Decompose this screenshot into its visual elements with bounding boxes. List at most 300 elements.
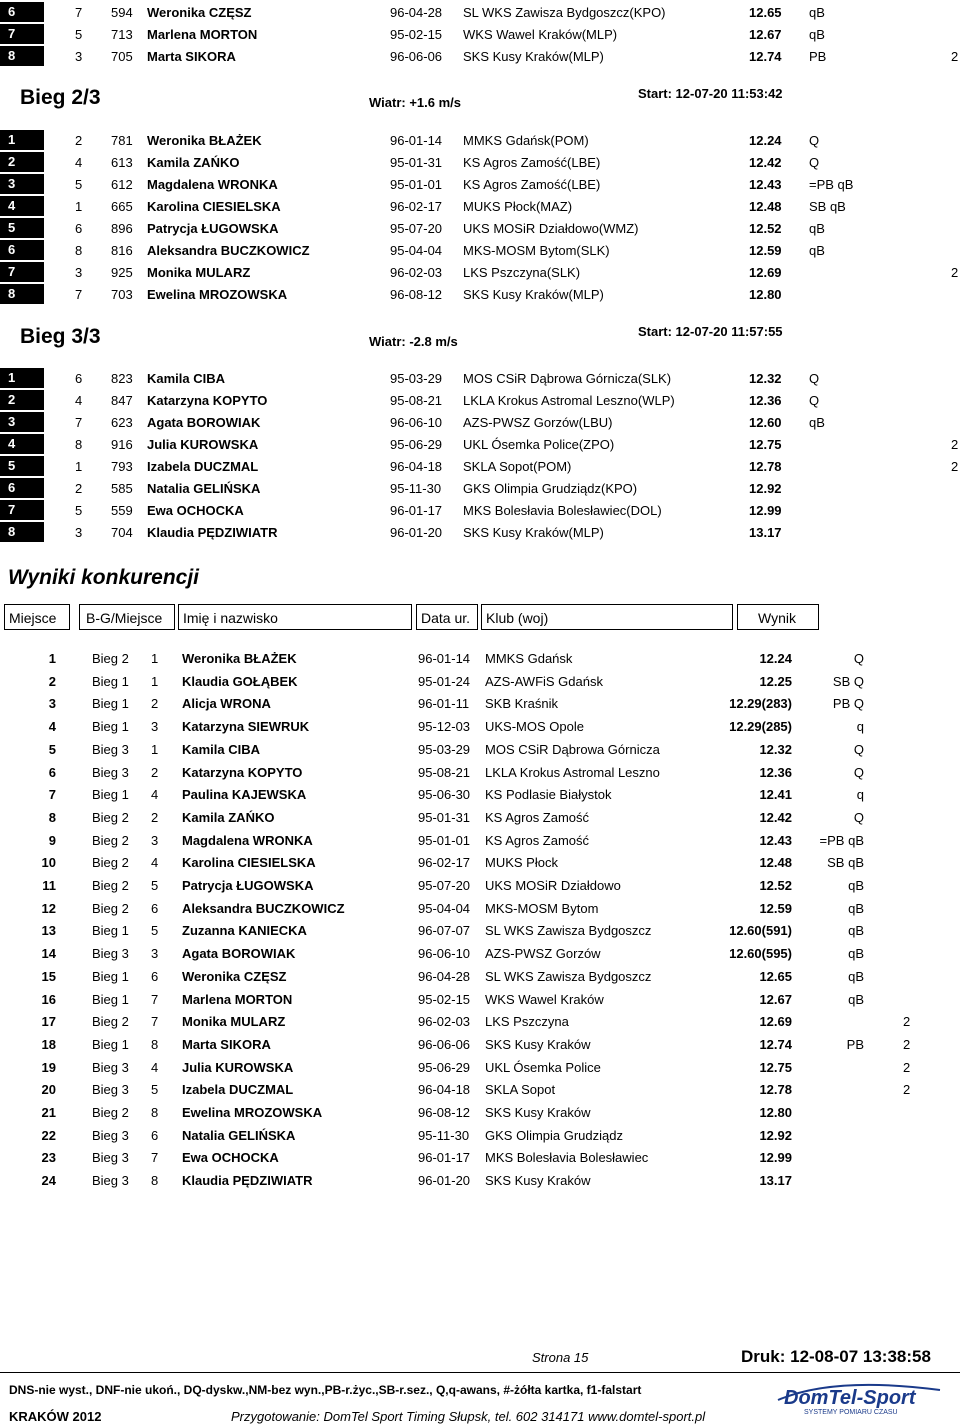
birth-date: 96-04-18 — [390, 459, 443, 474]
lane-cell: 2 — [75, 133, 83, 148]
final-place: 9 — [48, 832, 56, 848]
club-name: LKLA Krokus Astromal Leszno(WLP) — [463, 393, 675, 408]
header-result: Wynik — [737, 604, 819, 630]
final-place: 23 — [41, 1150, 56, 1166]
birth-date: 95-08-21 — [390, 393, 443, 408]
result-time: 12.65 — [749, 5, 782, 20]
heat-label: Bieg 1 — [92, 991, 129, 1007]
club-name: UKS MOSiR Działdowo — [485, 878, 621, 893]
athlete-name: Klaudia PĘDZIWIATR — [147, 525, 278, 540]
club-name: KS Agros Zamość — [485, 832, 590, 848]
athlete-name: Marlena MORTON — [147, 27, 258, 42]
heat-place: 7 — [151, 1014, 159, 1030]
heat-label: Bieg 2 — [92, 1105, 129, 1120]
place-cell: 3 — [0, 412, 44, 432]
header-dob: Data ur. — [416, 604, 478, 630]
club-name: SKS Kusy Kraków(MLP) — [463, 525, 604, 540]
result-note: qB — [809, 5, 825, 20]
result-time: 12.48 — [759, 855, 792, 871]
result-time: 12.75 — [759, 1059, 792, 1075]
domtel-logo — [774, 1380, 944, 1416]
club-name: SKS Kusy Kraków — [485, 1036, 591, 1052]
result-row — [0, 717, 960, 739]
result-time: 12.74 — [749, 49, 782, 64]
heat-row — [0, 455, 960, 477]
heat-row — [0, 151, 960, 173]
club-name: SL WKS Zawisza Bydgoszcz(KPO) — [463, 5, 666, 20]
heat-label: Bieg 3 — [92, 1150, 129, 1166]
lane-cell: 5 — [75, 503, 83, 518]
heat-place: 2 — [151, 809, 159, 825]
final-place: 21 — [41, 1105, 56, 1120]
heat-label: Bieg 1 — [92, 696, 129, 712]
heat3-title: Bieg 3/3 — [20, 325, 101, 348]
final-place: 14 — [41, 946, 56, 962]
result-note: qB — [809, 415, 825, 430]
birth-date: 96-06-06 — [418, 1036, 471, 1052]
header-name: Imię i nazwisko — [178, 604, 412, 630]
result-note: qB — [848, 991, 864, 1007]
result-note: SB Q — [832, 673, 864, 689]
athlete-name: Karolina CIESIELSKA — [147, 199, 281, 214]
birth-date: 96-06-10 — [418, 946, 471, 962]
lane-cell: 1 — [75, 199, 83, 214]
athlete-name: Monika MULARZ — [182, 1014, 286, 1030]
place-cell: 6 — [0, 478, 44, 498]
result-note: PB Q — [832, 696, 864, 712]
heat-row — [0, 45, 960, 67]
birth-date: 95-07-20 — [418, 878, 471, 893]
result-row — [0, 1012, 960, 1034]
heat-place: 2 — [151, 764, 159, 780]
result-time: 12.59 — [749, 243, 782, 258]
result-time: 12.92 — [759, 1127, 792, 1143]
page-number: Strona 15 — [532, 1350, 589, 1365]
final-place: 7 — [48, 787, 56, 803]
heat3-start: Start: 12-07-20 11:57:55 — [638, 324, 783, 339]
lane-cell: 5 — [75, 177, 83, 192]
result-note: Q — [809, 393, 820, 408]
bib-cell: 594 — [111, 5, 133, 20]
final-place: 13 — [41, 923, 56, 939]
club-name: GKS Olimpia Grudziądz — [485, 1127, 623, 1143]
result-time: 13.17 — [749, 525, 782, 540]
result-time: 12.69 — [749, 265, 782, 280]
result-note: q — [856, 787, 864, 803]
result-time: 12.36 — [749, 393, 782, 408]
heat-label: Bieg 3 — [92, 764, 129, 780]
lane-cell: 2 — [75, 481, 83, 496]
athlete-name: Weronika CZĘSZ — [147, 5, 252, 20]
athlete-name: Patrycja ŁUGOWSKA — [147, 221, 279, 236]
heat-row — [0, 173, 960, 195]
birth-date: 96-08-12 — [390, 287, 443, 302]
heat-row — [0, 499, 960, 521]
athlete-name: Weronika BŁAŻEK — [147, 133, 262, 148]
birth-date: 96-06-06 — [390, 49, 443, 64]
athlete-name: Ewa OCHOCKA — [147, 503, 244, 518]
club-name: MKS-MOSM Bytom — [485, 900, 599, 916]
place-cell: 8 — [0, 522, 44, 542]
club-name: KS Podlasie Białystok — [485, 787, 612, 803]
lane-cell: 3 — [75, 49, 83, 64]
result-row — [0, 694, 960, 716]
result-note: SB qB — [809, 199, 846, 214]
heat3-wind: Wiatr: -2.8 m/s — [369, 334, 458, 349]
club-name: LKS Pszczyna — [485, 1014, 569, 1030]
final-place: 2 — [48, 673, 56, 689]
bib-cell: 925 — [111, 265, 133, 280]
bib-cell: 559 — [111, 503, 133, 518]
club-name: UKS MOSiR Działdowo(WMZ) — [463, 221, 639, 236]
athlete-name: Zuzanna KANIECKA — [182, 923, 307, 939]
heat-place: 6 — [151, 900, 159, 916]
result-row — [0, 672, 960, 694]
result-time: 12.60(591) — [729, 923, 792, 939]
athlete-name: Katarzyna SIEWRUK — [182, 719, 310, 735]
athlete-name: Klaudia PĘDZIWIATR — [182, 1173, 313, 1189]
birth-date: 96-04-28 — [418, 968, 471, 984]
heat-place: 4 — [151, 787, 159, 803]
birth-date: 96-01-11 — [418, 696, 470, 712]
heat-row — [0, 261, 960, 283]
birth-date: 96-01-14 — [418, 651, 471, 666]
logo-text: DomTel-Sport — [784, 1387, 916, 1409]
event-name: KRAKÓW 2012 — [9, 1409, 102, 1424]
athlete-name: Paulina KAJEWSKA — [182, 787, 307, 803]
birth-date: 96-02-17 — [390, 199, 443, 214]
final-place: 1 — [48, 651, 56, 666]
result-time: 12.43 — [759, 832, 792, 848]
result-row — [0, 921, 960, 943]
birth-date: 95-07-20 — [390, 221, 443, 236]
heat-place: 3 — [151, 832, 159, 848]
club-name: GKS Olimpia Grudziądz(KPO) — [463, 481, 638, 496]
result-time: 12.24 — [749, 133, 782, 148]
club-name: UKL Ósemka Police(ZPO) — [463, 437, 615, 452]
heat-label: Bieg 1 — [92, 1036, 129, 1052]
result-row — [0, 1080, 960, 1102]
extra-mark: 2 — [903, 1014, 911, 1030]
footer-divider — [0, 1372, 960, 1373]
result-time: 12.32 — [759, 741, 792, 757]
birth-date: 95-01-01 — [418, 832, 471, 848]
lane-cell: 7 — [75, 5, 83, 20]
place-cell: 6 — [0, 2, 44, 22]
heat-row — [0, 217, 960, 239]
result-time: 12.41 — [759, 787, 792, 803]
result-row — [0, 740, 960, 762]
heat-label: Bieg 2 — [92, 832, 129, 848]
heat-row — [0, 129, 960, 151]
club-name: SKS Kusy Kraków(MLP) — [463, 49, 604, 64]
athlete-name: Izabela DUCZMAL — [147, 459, 259, 474]
result-note: Q — [853, 651, 864, 666]
heat-row — [0, 23, 960, 45]
place-cell: 7 — [0, 500, 44, 520]
birth-date: 95-12-03 — [418, 719, 471, 735]
heat2-wind: Wiatr: +1.6 m/s — [369, 95, 462, 110]
extra-mark: 2 — [903, 1082, 911, 1098]
heat-place: 4 — [151, 1059, 159, 1075]
athlete-name: Weronika BŁAŻEK — [182, 651, 297, 666]
birth-date: 96-04-28 — [390, 5, 443, 20]
lane-cell: 6 — [75, 221, 83, 236]
place-cell: 4 — [0, 434, 44, 454]
bib-cell: 585 — [111, 481, 133, 496]
athlete-name: Karolina CIESIELSKA — [182, 855, 316, 871]
lane-cell: 7 — [75, 415, 83, 430]
birth-date: 95-03-29 — [418, 741, 471, 757]
athlete-name: Agata BOROWIAK — [147, 415, 261, 430]
result-row — [0, 763, 960, 785]
result-note: q — [856, 719, 864, 735]
heat-place: 1 — [151, 673, 159, 689]
place-cell: 1 — [0, 130, 44, 150]
athlete-name: Kamila CIBA — [147, 371, 226, 386]
result-row — [0, 967, 960, 989]
result-note: Q — [853, 741, 864, 757]
place-cell: 3 — [0, 174, 44, 194]
heat-label: Bieg 2 — [92, 900, 129, 916]
result-time: 12.36 — [759, 764, 792, 780]
heat-row — [0, 477, 960, 499]
birth-date: 95-02-15 — [390, 27, 443, 42]
place-cell: 7 — [0, 24, 44, 44]
club-name: KS Agros Zamość — [485, 809, 590, 825]
result-time: 12.25 — [759, 673, 792, 689]
heat-label: Bieg 2 — [92, 855, 129, 871]
heat-place: 5 — [151, 923, 159, 939]
final-place: 24 — [41, 1173, 56, 1189]
place-cell: 6 — [0, 240, 44, 260]
place-cell: 2 — [0, 152, 44, 172]
club-name: SKS Kusy Kraków(MLP) — [463, 287, 604, 302]
final-place: 5 — [48, 741, 56, 757]
heat-row — [0, 239, 960, 261]
club-name: MKS Bolesłavia Bolesławiec — [485, 1150, 649, 1166]
club-name: AZS-AWFiS Gdańsk — [485, 673, 603, 689]
birth-date: 95-01-31 — [390, 155, 443, 170]
birth-date: 96-02-03 — [390, 265, 443, 280]
place-cell: 5 — [0, 218, 44, 238]
athlete-name: Weronika CZĘSZ — [182, 968, 287, 984]
place-cell: 7 — [0, 262, 44, 282]
heat2-start: Start: 12-07-20 11:53:42 — [638, 86, 783, 101]
final-place: 19 — [41, 1059, 56, 1075]
athlete-name: Marta SIKORA — [147, 49, 236, 64]
result-time: 12.59 — [759, 900, 792, 916]
athlete-name: Aleksandra BUCZKOWICZ — [182, 900, 345, 916]
result-time: 12.78 — [759, 1082, 792, 1098]
heat-label: Bieg 2 — [92, 651, 129, 666]
athlete-name: Katarzyna KOPYTO — [147, 393, 268, 408]
place-cell: 5 — [0, 456, 44, 476]
athlete-name: Natalia GELIŃSKA — [182, 1127, 296, 1143]
place-cell: 1 — [0, 368, 44, 388]
club-name: MUKS Płock — [485, 855, 558, 871]
heat-place: 6 — [151, 1127, 159, 1143]
athlete-name: Ewa OCHOCKA — [182, 1150, 279, 1166]
birth-date: 96-01-17 — [390, 503, 443, 518]
result-note: qB — [848, 900, 864, 916]
result-time: 12.29(283) — [729, 696, 792, 712]
result-time: 12.52 — [749, 221, 782, 236]
result-row — [0, 1171, 960, 1193]
result-time: 12.65 — [759, 968, 792, 984]
result-note: =PB qB — [809, 177, 854, 192]
extra-mark: 2 — [951, 459, 959, 474]
bib-cell: 793 — [111, 459, 133, 474]
bib-cell: 781 — [111, 133, 133, 148]
heat-label: Bieg 3 — [92, 1127, 129, 1143]
header-club: Klub (woj) — [481, 604, 733, 630]
result-note: qB — [809, 243, 825, 258]
birth-date: 96-02-17 — [418, 855, 471, 871]
club-name: UKL Ósemka Police — [485, 1059, 601, 1075]
heat-row — [0, 411, 960, 433]
bib-cell: 896 — [111, 221, 133, 236]
lane-cell: 4 — [75, 155, 83, 170]
birth-date: 96-02-03 — [418, 1014, 471, 1030]
heat-label: Bieg 1 — [92, 719, 129, 735]
final-place: 15 — [41, 968, 56, 984]
extra-mark: 2 — [951, 265, 959, 280]
athlete-name: Ewelina MROZOWSKA — [182, 1105, 323, 1120]
athlete-name: Kamila ZAŃKO — [147, 155, 240, 170]
heat-row — [0, 195, 960, 217]
result-time: 12.42 — [759, 809, 792, 825]
club-name: MOS CSiR Dąbrowa Górnicza(SLK) — [463, 371, 672, 386]
heat-place: 5 — [151, 878, 159, 893]
result-time: 12.52 — [759, 878, 792, 893]
final-place: 10 — [41, 855, 56, 871]
place-cell: 8 — [0, 46, 44, 66]
birth-date: 95-04-04 — [418, 900, 471, 916]
result-note: Q — [809, 371, 820, 386]
header-heat: B-G/Miejsce — [79, 604, 175, 630]
birth-date: 95-11-30 — [418, 1127, 470, 1143]
result-row — [0, 1058, 960, 1080]
heat-label: Bieg 1 — [92, 673, 129, 689]
extra-mark: 2 — [951, 49, 959, 64]
result-row — [0, 1035, 960, 1057]
header-place: Miejsce — [4, 604, 70, 630]
final-place: 12 — [41, 900, 56, 916]
club-name: AZS-PWSZ Gorzów — [485, 946, 601, 962]
club-name: WKS Wawel Kraków — [485, 991, 604, 1007]
birth-date: 96-06-10 — [390, 415, 443, 430]
club-name: SL WKS Zawisza Bydgoszcz — [485, 968, 652, 984]
heat-place: 8 — [151, 1173, 159, 1189]
legend: DNS-nie wyst., DNF-nie ukoń., DQ-dyskw.,NM-bez wyn.,PB-r.życ.,SB-r.sez., Q,q-awans, #-żółta kartka, f1-falstart — [9, 1383, 642, 1397]
heat-row — [0, 433, 960, 455]
bib-cell: 705 — [111, 49, 133, 64]
birth-date: 95-01-31 — [418, 809, 471, 825]
birth-date: 95-01-01 — [390, 177, 443, 192]
final-place: 6 — [48, 764, 56, 780]
result-note: qB — [848, 968, 864, 984]
result-time: 12.60 — [749, 415, 782, 430]
athlete-name: Kamila CIBA — [182, 741, 261, 757]
birth-date: 95-03-29 — [390, 371, 443, 386]
athlete-name: Julia KUROWSKA — [182, 1059, 294, 1075]
result-time: 12.78 — [749, 459, 782, 474]
result-row — [0, 1126, 960, 1148]
extra-mark: 2 — [903, 1059, 911, 1075]
birth-date: 96-01-14 — [390, 133, 443, 148]
result-note: PB — [809, 49, 827, 64]
result-row — [0, 831, 960, 853]
heat-label: Bieg 3 — [92, 741, 129, 757]
result-note: =PB qB — [819, 832, 864, 848]
prepared-by: Przygotowanie: DomTel Sport Timing Słupsk, tel. 602 314171 www.domtel-sport.pl — [231, 1409, 706, 1424]
place-cell: 8 — [0, 284, 44, 304]
final-place: 3 — [48, 696, 56, 712]
heat-row — [0, 283, 960, 305]
bib-cell: 665 — [111, 199, 133, 214]
result-note: Q — [853, 764, 864, 780]
heat-label: Bieg 1 — [92, 968, 129, 984]
bib-cell: 613 — [111, 155, 133, 170]
heat-label: Bieg 3 — [92, 1173, 129, 1189]
result-time: 12.75 — [749, 437, 782, 452]
result-row — [0, 649, 960, 671]
heat-label: Bieg 3 — [92, 1082, 129, 1098]
result-note: Q — [809, 133, 820, 148]
athlete-name: Ewelina MROZOWSKA — [147, 287, 288, 302]
result-time: 12.67 — [759, 991, 792, 1007]
athlete-name: Magdalena WRONKA — [147, 177, 278, 192]
result-time: 12.80 — [749, 287, 782, 302]
extra-mark: 2 — [903, 1036, 911, 1052]
athlete-name: Aleksandra BUCZKOWICZ — [147, 243, 310, 258]
bib-cell: 713 — [111, 27, 133, 42]
result-note: PB — [846, 1036, 864, 1052]
athlete-name: Kamila ZAŃKO — [182, 809, 275, 825]
lane-cell: 7 — [75, 287, 83, 302]
result-time: 12.92 — [749, 481, 782, 496]
birth-date: 95-06-30 — [418, 787, 471, 803]
bib-cell: 847 — [111, 393, 133, 408]
birth-date: 96-01-20 — [390, 525, 443, 540]
heat-place: 5 — [151, 1082, 159, 1098]
athlete-name: Magdalena WRONKA — [182, 832, 313, 848]
birth-date: 95-04-04 — [390, 243, 443, 258]
lane-cell: 1 — [75, 459, 83, 474]
club-name: MKS-MOSM Bytom(SLK) — [463, 243, 610, 258]
heat-row — [0, 1, 960, 23]
logo-subtitle: SYSTEMY POMIARU CZASU — [804, 1409, 898, 1416]
result-time: 12.42 — [749, 155, 782, 170]
result-row — [0, 899, 960, 921]
heat-row — [0, 521, 960, 543]
lane-cell: 8 — [75, 243, 83, 258]
result-time: 12.60(595) — [729, 946, 792, 962]
club-name: MUKS Płock(MAZ) — [463, 199, 573, 214]
athlete-name: Alicja WRONA — [182, 696, 271, 712]
heat-place: 2 — [151, 696, 159, 712]
result-time: 12.48 — [749, 199, 782, 214]
heat-place: 1 — [151, 651, 159, 666]
place-cell: 2 — [0, 390, 44, 410]
athlete-name: Agata BOROWIAK — [182, 946, 296, 962]
heat-label: Bieg 3 — [92, 1059, 129, 1075]
club-name: SKS Kusy Kraków — [485, 1105, 591, 1120]
athlete-name: Katarzyna KOPYTO — [182, 764, 303, 780]
lane-cell: 8 — [75, 437, 83, 452]
result-row — [0, 876, 960, 898]
